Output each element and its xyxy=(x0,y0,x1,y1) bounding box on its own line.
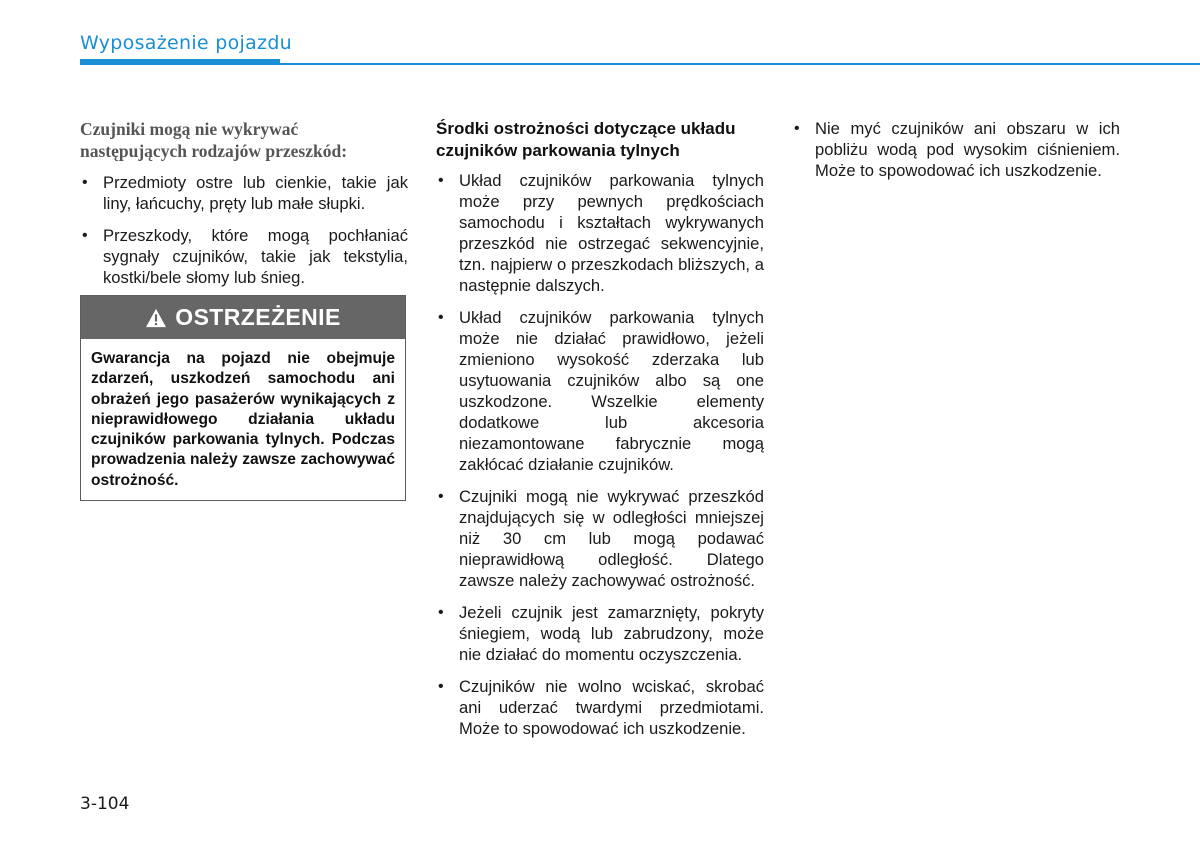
header-section-title: Wyposażenie pojazdu xyxy=(80,32,293,54)
column-2-heading: Środki ostrożności dotyczące układu czujników parkowania tylnych xyxy=(436,119,736,160)
list-item: • Czujników nie wolno wciskać, skrobać ani uderzać twardymi przedmiotami. Może to spowodować ich uszkodzenie. xyxy=(438,677,764,738)
list-item: • Jeżeli czujnik jest zamarznięty, pokryty śniegiem, wodą lub zabrudzony, może nie działać do momentu oczyszczenia. xyxy=(438,603,764,664)
list-item: • Przedmioty ostre lub cienkie, takie jak liny, łańcuchy, pręty lub małe słupki. xyxy=(82,173,408,213)
column-1-list xyxy=(80,172,408,288)
warning-triangle-icon xyxy=(145,308,167,328)
warning-box xyxy=(80,295,406,501)
list-item: • Przeszkody, które mogą pochłaniać sygnały czujników, takie jak tekstylia, kostki/bele słomy lub śnieg. xyxy=(82,226,408,287)
column-3 xyxy=(792,118,1120,192)
column-1-heading: Czujniki mogą nie wykrywać następujących rodzajów przeszkód: xyxy=(80,119,348,161)
page-number: 3-104 xyxy=(80,794,130,814)
warning-header xyxy=(81,296,405,339)
list-item: • Układ czujników parkowania tylnych może nie działać prawidłowo, jeżeli zmieniono wysokość zderzaka lub usytuowania czujników albo są one uszkodzone. Wszelkie elementy dodatkowe lub akcesoria niezamontowane fabrycznie mogą zakłócać działanie czujników. xyxy=(438,308,764,474)
list-item: • Nie myć czujników ani obszaru w ich pobliżu wodą pod wysokim ciśnieniem. Może to spowodować ich uszkodzenie. xyxy=(794,119,1120,180)
list-item: • Czujniki mogą nie wykrywać przeszkód znajdujących się w odległości mniejszej niż 30 cm lub mogą podawać nieprawidłową odległość. Dlatego zawsze należy zachowywać ostrożność. xyxy=(438,487,764,590)
column-1 xyxy=(80,118,408,299)
warning-title: OSTRZEŻENIE xyxy=(175,304,341,330)
column-2-list xyxy=(436,170,764,739)
list-item: • Układ czujników parkowania tylnych może przy pewnych prędkościach samochodu i kształtach wykrywanych przeszkód nie ostrzegać sekwencyjnie, tzn. najpierw o przeszkodach bliższych, a następnie dalszych. xyxy=(438,171,764,295)
column-3-list xyxy=(792,118,1120,181)
header-rule-accent xyxy=(80,59,280,65)
column-2 xyxy=(436,118,764,750)
warning-text: Gwarancja na pojazd nie obejmuje zdarzeń, uszkodzeń samochodu ani obrażeń jego pasażerów wynikających z nieprawidłowego działania układu czujników parkowania tylnych. Podczas prowadzenia należy zawsze zachowywać ostrożność. xyxy=(91,350,395,489)
